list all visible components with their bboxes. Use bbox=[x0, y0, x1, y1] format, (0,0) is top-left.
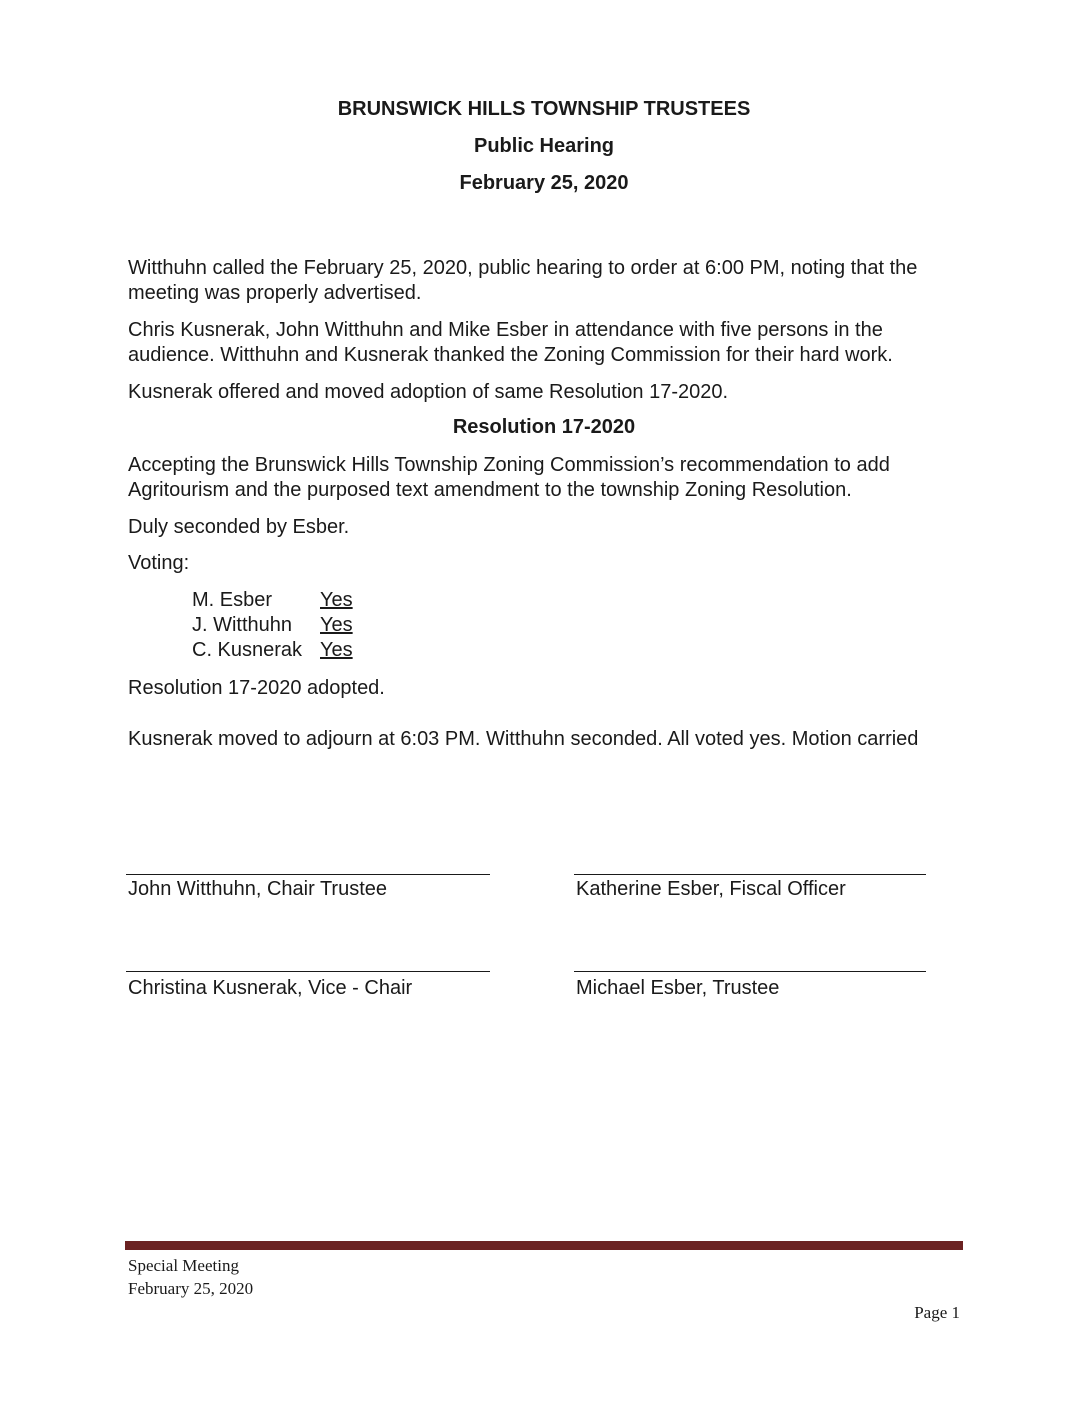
voting-label: Voting: bbox=[128, 552, 190, 574]
footer-divider bbox=[125, 1241, 963, 1250]
footer-meeting: Special Meeting bbox=[128, 1256, 239, 1275]
seconded-paragraph: Duly seconded by Esber. bbox=[128, 516, 350, 538]
vote-row bbox=[192, 613, 353, 638]
adopted-paragraph: Resolution 17-2020 adopted. bbox=[128, 677, 385, 699]
signature-line bbox=[574, 971, 926, 972]
adjourn-paragraph: Kusnerak moved to adjourn at 6:03 PM. Witthuhn seconded. All voted yes. Motion carried bbox=[128, 728, 919, 750]
call-to-order-paragraph: Witthuhn called the February 25, 2020, public hearing to order at 6:00 PM, noting that the meeting was properly advertised. bbox=[128, 257, 918, 304]
vote-value: Yes bbox=[320, 589, 353, 611]
signature-line bbox=[574, 874, 926, 875]
meeting-type: Public Hearing bbox=[473, 135, 615, 157]
voter-name: C. Kusnerak bbox=[192, 639, 303, 661]
signature-line bbox=[126, 971, 490, 972]
voter-name: M. Esber bbox=[192, 589, 273, 611]
meeting-date: February 25, 2020 bbox=[459, 172, 629, 194]
vote-value: Yes bbox=[320, 639, 353, 661]
signature-label-fiscal-officer: Katherine Esber, Fiscal Officer bbox=[576, 878, 846, 900]
voter-name: J. Witthuhn bbox=[192, 614, 293, 636]
signature-label-vice-chair: Christina Kusnerak, Vice - Chair bbox=[128, 977, 413, 999]
vote-row bbox=[192, 638, 353, 663]
attendance-paragraph: Chris Kusnerak, John Witthuhn and Mike Esber in attendance with five persons in the audience. Witthuhn and Kusnerak thanked the Zoning Commission for their hard work. bbox=[128, 319, 893, 366]
signature-line bbox=[126, 874, 490, 875]
signature-label-trustee: Michael Esber, Trustee bbox=[576, 977, 780, 999]
resolution-heading: Resolution 17-2020 bbox=[452, 416, 636, 438]
document-title: BRUNSWICK HILLS TOWNSHIP TRUSTEES bbox=[337, 98, 751, 120]
page-number: Page 1 bbox=[914, 1303, 960, 1322]
resolution-text: Accepting the Brunswick Hills Township Zoning Commission’s recommendation to add Agritourism and the purposed text amendment to the township Zoning Resolution. bbox=[128, 454, 890, 501]
vote-row bbox=[192, 588, 353, 613]
footer-date: February 25, 2020 bbox=[128, 1279, 254, 1298]
motion-paragraph: Kusnerak offered and moved adoption of same Resolution 17-2020. bbox=[128, 381, 729, 403]
vote-value: Yes bbox=[320, 614, 353, 636]
signature-label-chair: John Witthuhn, Chair Trustee bbox=[128, 878, 388, 900]
